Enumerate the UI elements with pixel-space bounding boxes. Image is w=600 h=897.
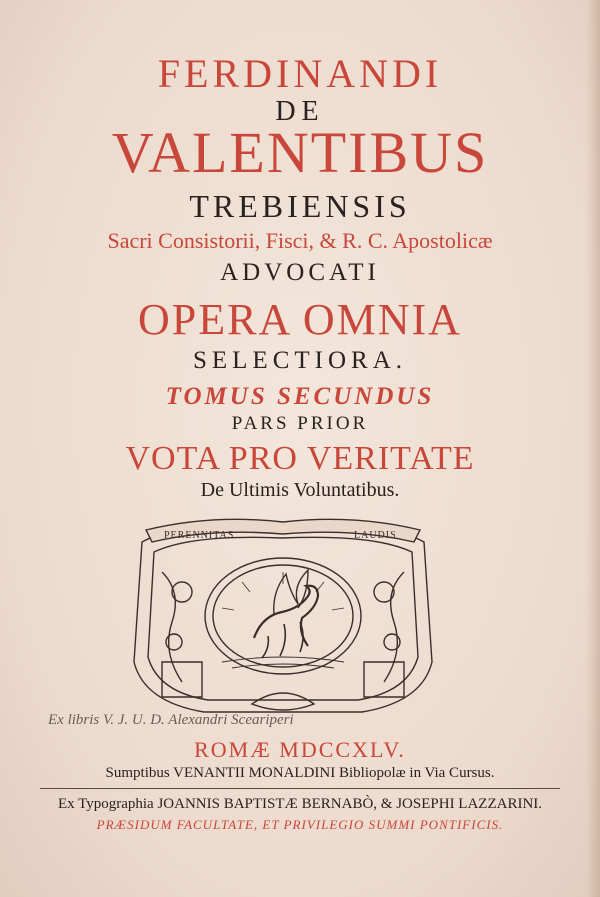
work-subtitle: SELECTIORA. <box>192 347 408 374</box>
author-origin: TREBIENSIS <box>189 188 411 224</box>
section-title: VOTA PRO VERITATE <box>125 440 475 477</box>
author-first-name: FERDINANDI <box>157 51 443 96</box>
author-surname: VALENTIBUS <box>111 120 489 185</box>
section-subtitle: De Ultimis Voluntatibus. <box>200 479 400 501</box>
imprint-printer: Ex Typographia JOANNIS BAPTISTÆ BERNABÒ, & JOSEPHI LAZZARINI. <box>57 796 543 812</box>
office-line: Sacri Consistorii, Fisci, & R. C. Apostolicæ <box>107 228 493 253</box>
part-label: PARS PRIOR <box>231 413 369 434</box>
banner-right-text: LAUDIS <box>354 530 397 541</box>
imprint-place-date: ROMÆ MDCCXLV. <box>194 737 406 762</box>
provenance-inscription: Ex libris V. J. U. D. Alexandri Sceariperi <box>48 712 294 728</box>
pegasus-cartouche-icon <box>122 512 444 720</box>
banner-left-text: PERENNITAS <box>164 530 235 541</box>
imprint-privilege: PRÆSIDUM FACULTATE, ET PRIVILEGIO SUMMI PONTIFICIS. <box>96 817 504 832</box>
volume-label: TOMUS SECUNDUS <box>165 383 435 410</box>
work-title: OPERA OMNIA <box>138 295 462 344</box>
imprint-publisher: Sumptibus VENANTII MONALDINI Bibliopolæ in Via Cursus. <box>105 765 495 781</box>
author-particle: DE <box>275 96 325 127</box>
office-title: ADVOCATI <box>220 259 380 286</box>
imprint-rule <box>40 788 560 789</box>
